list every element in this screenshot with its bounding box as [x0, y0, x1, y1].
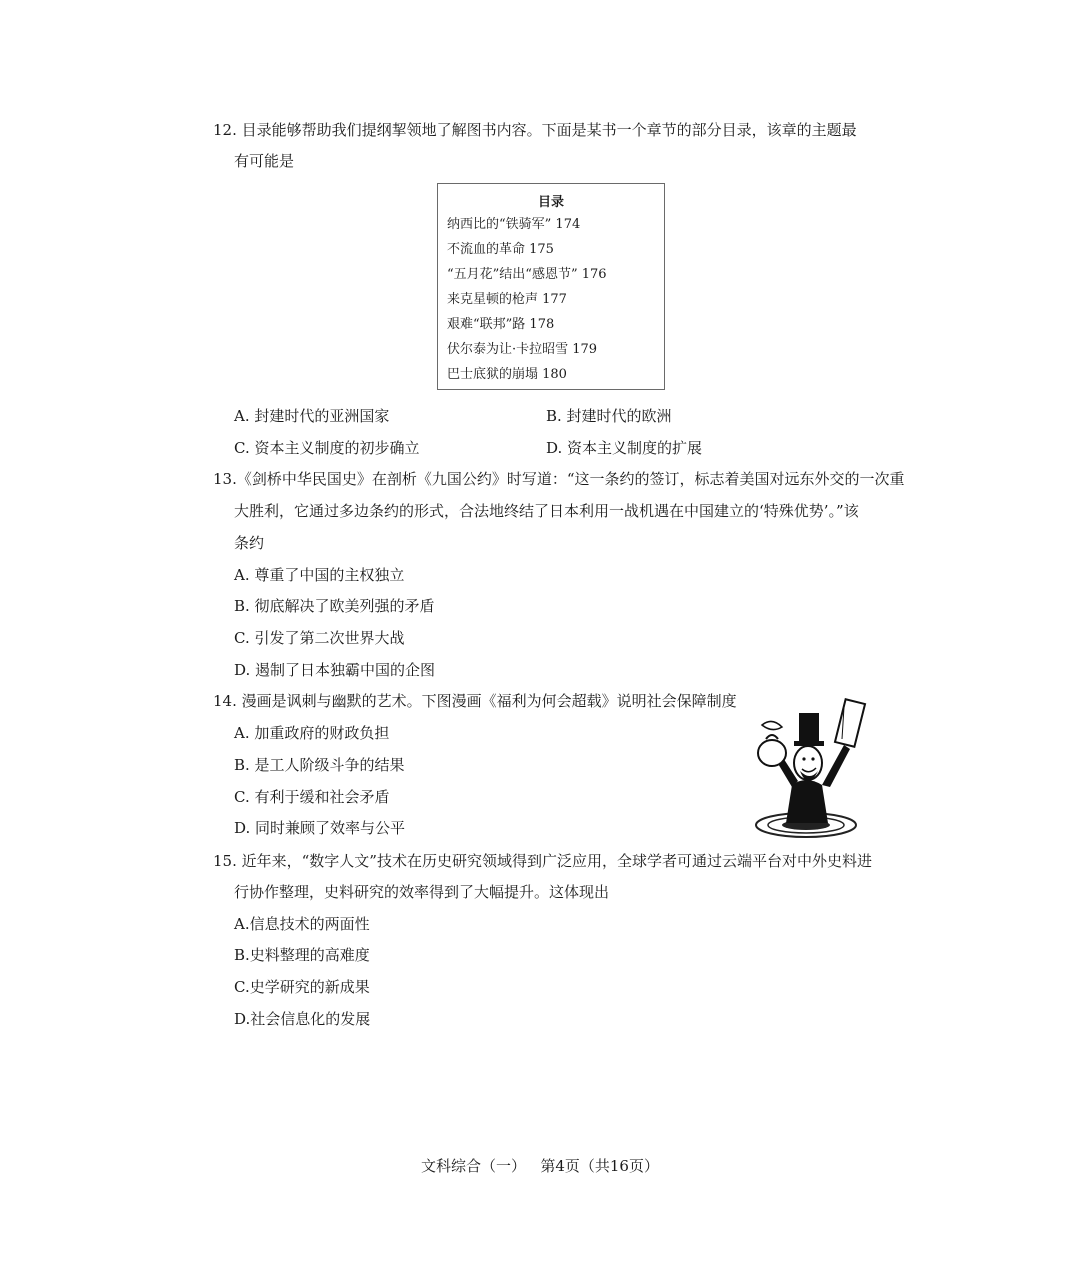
q15-stem-line2: 行协作整理，史料研究的效率得到了大幅提升。这体现出 [234, 883, 610, 901]
toc-item: 艰难“联邦”路 178 [447, 317, 555, 332]
q14-option-a: A. 加重政府的财政负担 [234, 724, 390, 742]
toc-item: “五月花”结出“感恩节” 176 [447, 267, 607, 282]
q12-option-b: B. 封建时代的欧洲 [546, 407, 672, 425]
toc-item: 不流血的革命 175 [447, 242, 554, 257]
table-of-contents-box [437, 183, 665, 390]
q13-option-a: A. 尊重了中国的主权独立 [234, 566, 405, 584]
q14-option-b: B. 是工人阶级斗争的结果 [234, 756, 405, 774]
q13-stem-line2: 大胜利，它通过多边条约的形式，合法地终结了日本利用一战机遇在中国建立的‘特殊优势’。”该 [234, 502, 859, 520]
q13-stem-line3: 条约 [234, 534, 265, 552]
toc-item: 纳西比的“铁骑军” 174 [447, 217, 581, 232]
toc-item: 伏尔泰为让·卡拉昭雪 179 [447, 342, 598, 357]
q14-option-d: D. 同时兼顾了效率与公平 [234, 819, 406, 837]
page-footer: 文科综合（一） 第4页（共16页） [421, 1157, 659, 1175]
q13-option-b: B. 彻底解决了欧美列强的矛盾 [234, 597, 435, 615]
q12-stem-line1: 12. 目录能够帮助我们提纲挈领地了解图书内容。下面是某书一个章节的部分目录，该章的主题最 [213, 121, 857, 139]
q14-stem-line1: 14. 漫画是讽刺与幽默的艺术。下图漫画《福利为何会超载》说明社会保障制度 [213, 692, 737, 710]
q15-option-b: B.史料整理的高难度 [234, 946, 370, 964]
toc-title: 目录 [537, 195, 564, 210]
q14-option-c: C. 有利于缓和社会矛盾 [234, 788, 390, 806]
q13-option-c: C. 引发了第二次世界大战 [234, 629, 405, 647]
q12-option-d: D. 资本主义制度的扩展 [546, 439, 703, 457]
welfare-cartoon-image [752, 695, 870, 843]
q13-option-d: D. 遏制了日本独霸中国的企图 [234, 661, 436, 679]
q15-stem-line1: 15. 近年来，“数字人文”技术在历史研究领域得到广泛应用，全球学者可通过云端平台对中外史料进 [213, 852, 872, 870]
toc-item: 巴士底狱的崩塌 180 [447, 367, 567, 382]
q15-option-c: C.史学研究的新成果 [234, 978, 370, 996]
q13-stem-line1: 13.《剑桥中华民国史》在剖析《九国公约》时写道：“这一条约的签订，标志着美国对远东外交的一次重 [213, 470, 905, 488]
q15-option-a: A.信息技术的两面性 [234, 915, 370, 933]
q12-option-a: A. 封建时代的亚洲国家 [234, 407, 390, 425]
q12-option-c: C. 资本主义制度的初步确立 [234, 439, 420, 457]
q15-option-d: D.社会信息化的发展 [234, 1010, 371, 1028]
q12-stem-line2: 有可能是 [234, 152, 295, 170]
toc-item: 来克星顿的枪声 177 [447, 292, 567, 307]
